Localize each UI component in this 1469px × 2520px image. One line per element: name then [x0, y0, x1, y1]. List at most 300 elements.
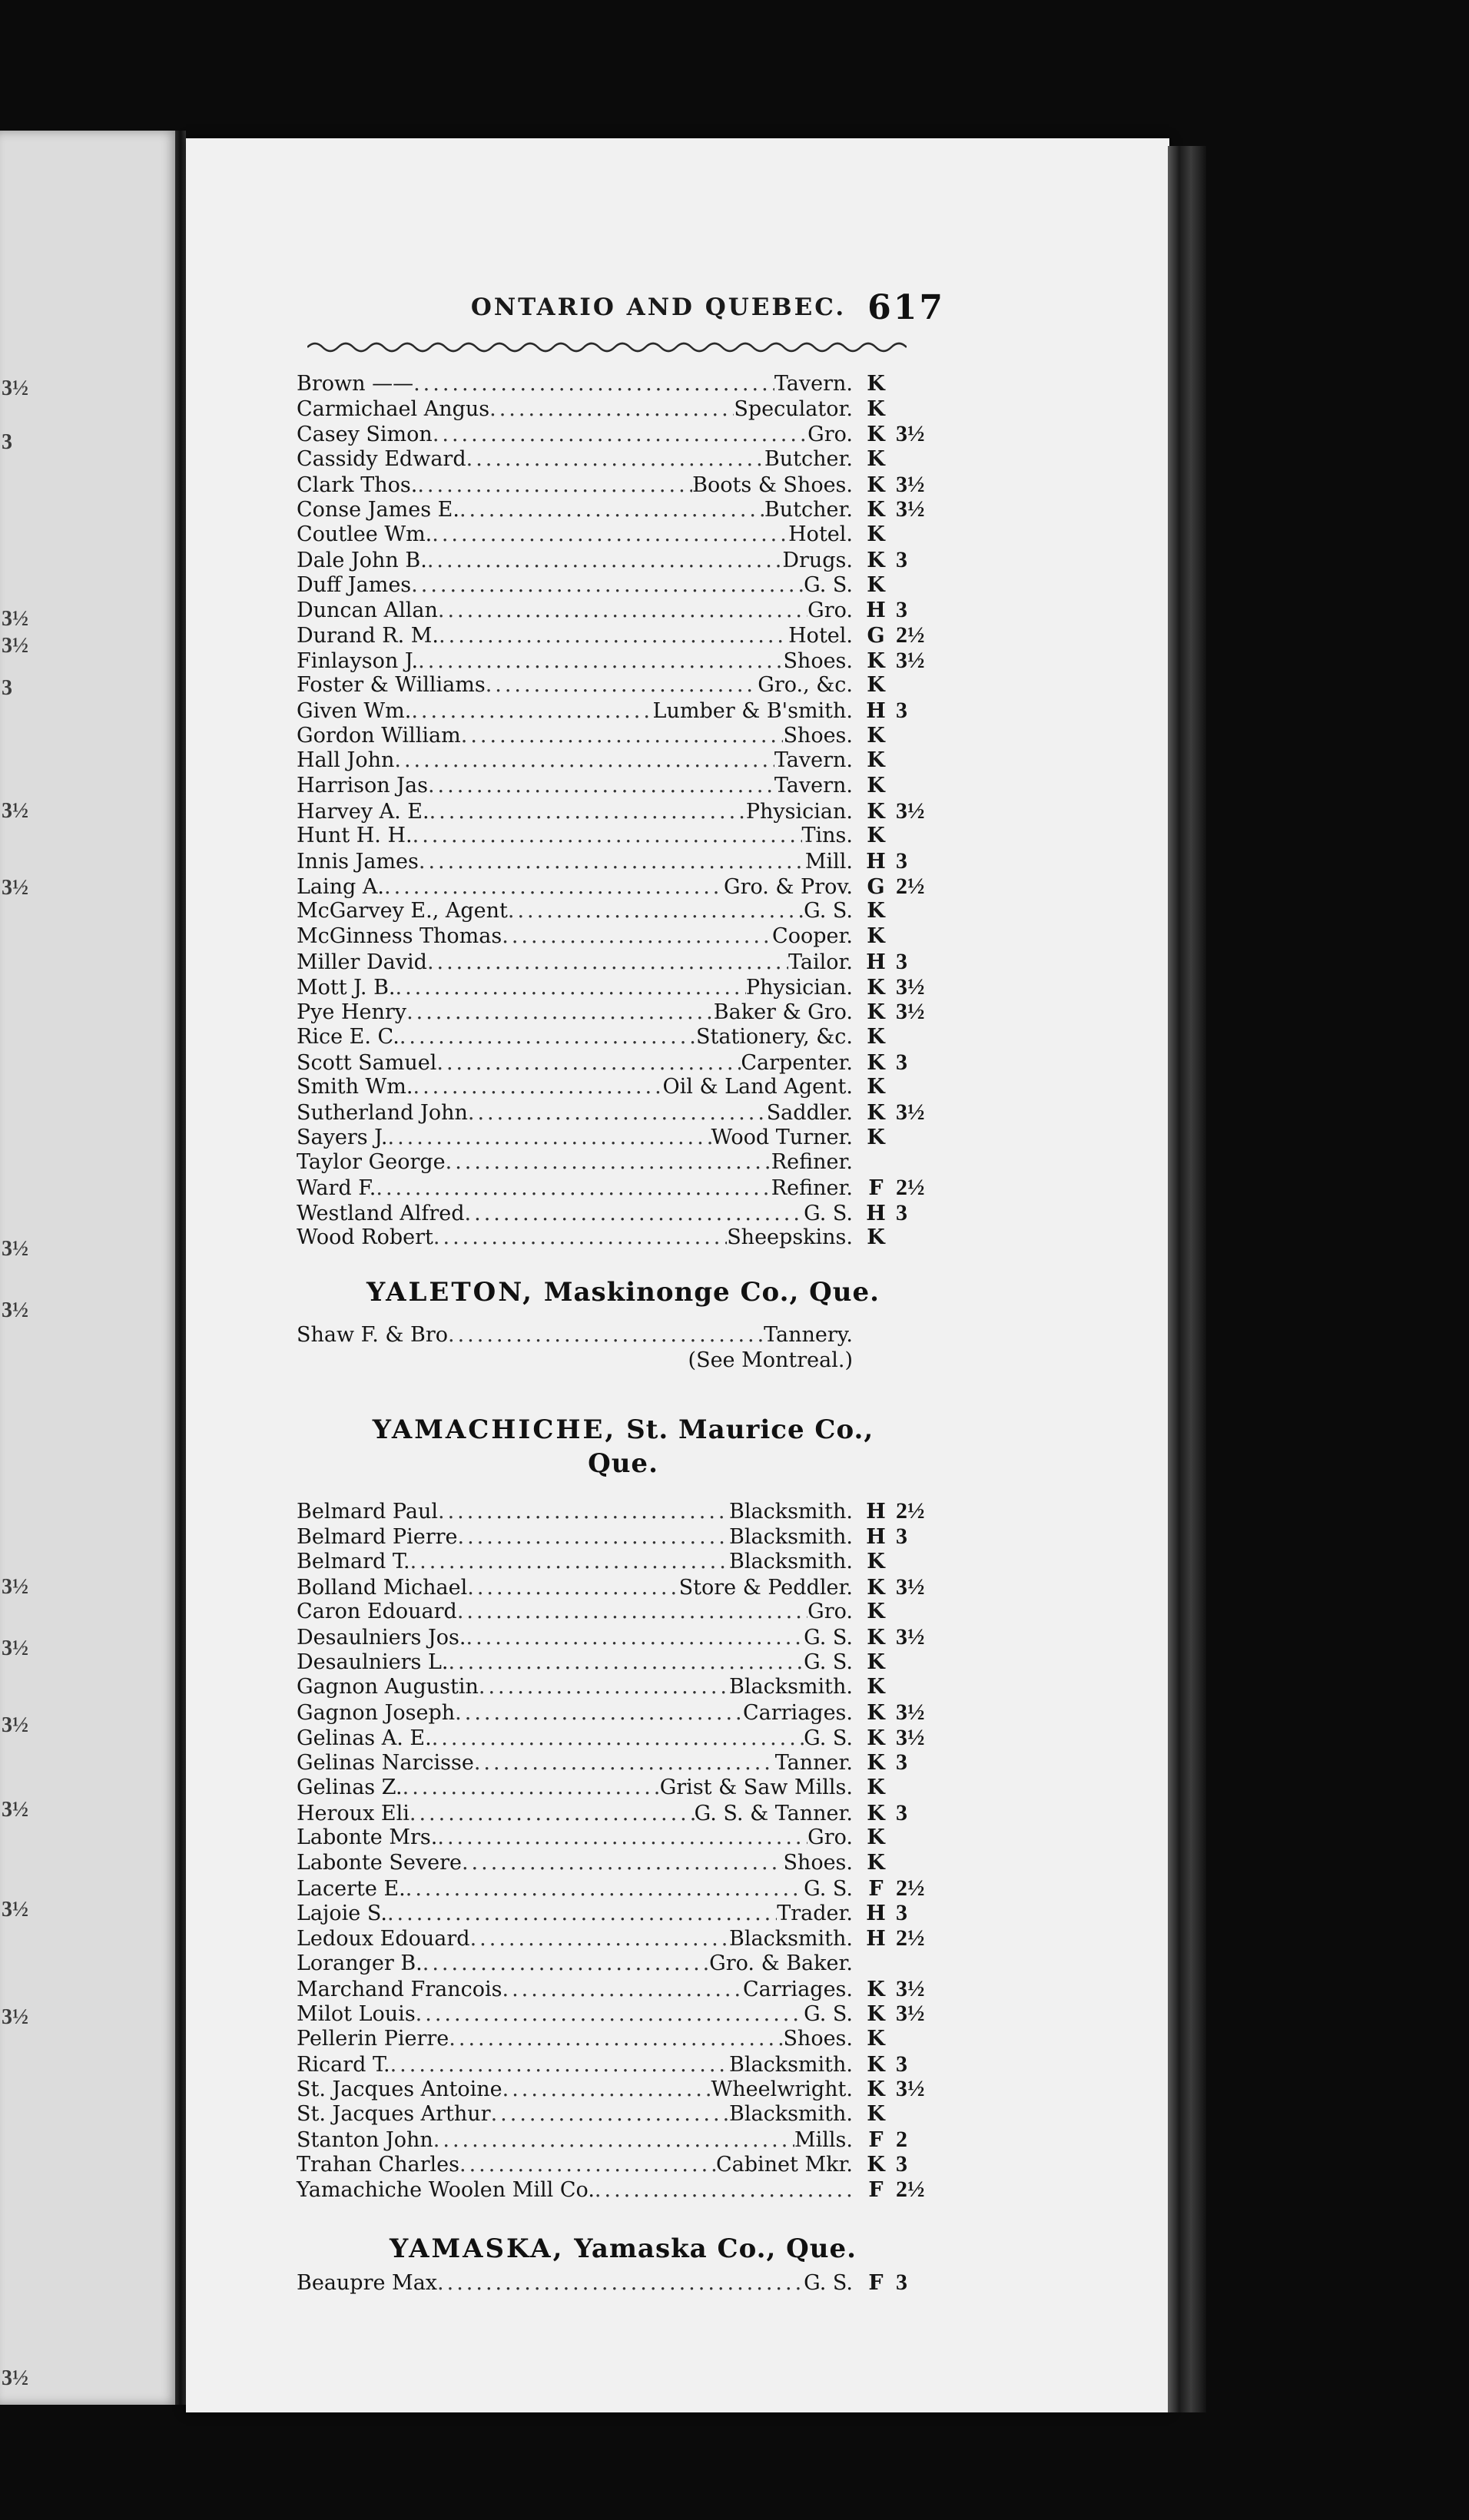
- directory-entry: [297, 824, 950, 849]
- entry-name: Gagnon Joseph: [297, 1700, 456, 1725]
- directory-entry: [297, 1776, 950, 1801]
- entry-name: Dale John B.: [297, 548, 427, 572]
- leader-dots: [432, 1726, 804, 1752]
- entry-credit: 3½: [896, 1623, 925, 1650]
- entry-name: Desaulniers Jos.: [297, 1625, 466, 1650]
- entry-occupation: Store & Peddler.: [678, 1575, 853, 1600]
- directory-entry: [297, 497, 950, 522]
- directory-entry: [297, 1977, 950, 2002]
- entry-rating: F: [868, 2270, 884, 2295]
- leader-dots: [474, 1751, 775, 1776]
- entry-credit: 3½: [896, 647, 925, 673]
- leader-dots: [461, 724, 784, 749]
- directory-entry: [297, 1050, 950, 1076]
- entry-occupation: Tavern.: [774, 748, 853, 773]
- entry-rating: K: [867, 423, 885, 447]
- directory-entry: [297, 1499, 950, 1524]
- leader-dots: [486, 673, 758, 698]
- entry-rating: K: [867, 2101, 885, 2126]
- running-head-title: ONTARIO AND QUEBEC.: [470, 293, 847, 321]
- entry-occupation: Stationery, &c.: [695, 1024, 853, 1049]
- entry-name: Laing A.: [297, 874, 384, 899]
- entry-credit: 2½: [896, 2177, 925, 2202]
- entry-occupation: G. S.: [804, 1625, 853, 1650]
- entry-name: Miller David: [297, 950, 427, 974]
- facing-page-mark: 3½: [2, 2366, 28, 2390]
- entry-name: Belmard Paul: [297, 1500, 439, 1524]
- entry-name: Given Wm.: [297, 698, 412, 723]
- directory-entry: [297, 950, 950, 975]
- directory-entry: [297, 1750, 950, 1776]
- leader-dots: [432, 522, 788, 548]
- entry-occupation: Baker & Gro.: [713, 1000, 853, 1025]
- entry-rating: H: [866, 1902, 886, 1926]
- leader-dots: [403, 1776, 660, 1801]
- entry-name: Marchand Francois: [297, 1977, 502, 2001]
- section-county: St. Maurice Co.,: [616, 1414, 874, 1446]
- entry-name: Durand R. M.: [297, 623, 439, 648]
- facing-page-mark: 3½: [2, 607, 28, 631]
- entry-rating: K: [867, 723, 885, 748]
- entry-occupation: Hotel.: [788, 623, 853, 648]
- book-gutter: [175, 131, 186, 2405]
- entry-credit: 3: [896, 2051, 907, 2077]
- entry-name: St. Jacques Antoine: [297, 2077, 502, 2102]
- entry-rating: K: [867, 1776, 885, 1799]
- leader-dots: [387, 1126, 711, 1151]
- facing-page-mark: 3½: [2, 1713, 28, 1737]
- entry-credit: 2½: [896, 622, 925, 648]
- entry-credit: 3: [896, 1749, 907, 1776]
- entry-name: McGarvey E., Agent: [297, 899, 508, 923]
- directory-entry: [297, 1175, 950, 1201]
- entry-rating: K: [867, 2052, 885, 2077]
- entry-name: Scott Samuel: [297, 1050, 437, 1075]
- directory-entry: [297, 1323, 950, 1348]
- leader-dots: [390, 2053, 729, 2078]
- entry-occupation: Gro.: [807, 598, 853, 623]
- entry-name: Ricard T.: [297, 2052, 390, 2077]
- entry-occupation: Shoes.: [783, 1851, 853, 1875]
- entry-credit: 3: [896, 1524, 907, 1550]
- entry-credit: 3½: [896, 471, 925, 497]
- entry-name: Labonte Severe: [297, 1851, 462, 1875]
- entry-occupation: Mills.: [794, 2127, 853, 2152]
- entry-name: Brown ——: [297, 372, 414, 396]
- leader-dots: [459, 2153, 716, 2178]
- entry-occupation: G. S.: [804, 1201, 853, 1225]
- directory-entry: [297, 1075, 950, 1100]
- entry-occupation: Blacksmith.: [729, 1675, 853, 1699]
- entry-name: Foster & Williams: [297, 673, 486, 698]
- entry-occupation: Shoes.: [783, 723, 853, 748]
- entry-rating: K: [867, 1825, 885, 1850]
- entry-occupation: Saddler.: [766, 1100, 853, 1125]
- entry-name: Belmard T.: [297, 1549, 410, 1573]
- entry-rating: K: [867, 1225, 885, 1250]
- entry-occupation: Carriages.: [742, 1977, 853, 2001]
- directory-entry: [297, 2052, 950, 2077]
- directory-entry: [297, 1901, 950, 1926]
- entry-credit: 3½: [896, 1573, 925, 1600]
- entry-occupation: Wood Turner.: [711, 1125, 853, 1149]
- entry-rating: H: [866, 1525, 886, 1550]
- directory-entry: [297, 849, 950, 874]
- entry-credit: 3: [896, 1199, 907, 1225]
- entry-occupation: G. S.: [804, 1876, 853, 1901]
- entry-name: Lajoie S.: [297, 1902, 387, 1926]
- leader-dots: [466, 447, 764, 472]
- entry-rating: G: [867, 874, 885, 899]
- entry-occupation: Tavern.: [774, 774, 853, 797]
- directory-entry: [297, 2001, 950, 2027]
- entry-name: Smith Wm.: [297, 1075, 413, 1099]
- leader-dots: [449, 2027, 783, 2052]
- entry-occupation: Mill.: [804, 850, 853, 874]
- entry-name: Finlayson J.: [297, 648, 419, 673]
- leader-dots: [466, 1626, 804, 1651]
- directory-entry: [297, 2102, 950, 2127]
- directory-entry: [297, 1025, 950, 1050]
- section-town-name: YALETON,: [366, 1277, 535, 1308]
- entry-rating: K: [867, 2153, 885, 2177]
- leader-dots: [502, 924, 772, 950]
- entry-name: Pye Henry: [297, 1000, 407, 1025]
- entry-rating: K: [867, 1700, 885, 1725]
- entry-occupation: G. S.: [804, 1650, 853, 1674]
- entry-name: Sayers J.: [297, 1125, 388, 1149]
- leader-dots: [465, 1202, 804, 1227]
- entry-name: Hall John: [297, 748, 395, 773]
- entry-rating: K: [867, 1600, 885, 1624]
- entry-rating: K: [867, 1575, 885, 1600]
- entry-rating: K: [867, 1675, 885, 1699]
- directory-entry: [297, 1625, 950, 1650]
- entry-name: Gelinas Z.: [297, 1776, 403, 1799]
- leader-dots: [491, 2102, 729, 2127]
- entry-rating: K: [867, 748, 885, 773]
- directory-entry: [297, 1825, 950, 1851]
- entry-name: Gelinas A. E.: [297, 1726, 432, 1750]
- directory-entry: [297, 2152, 950, 2177]
- entry-occupation: Carpenter.: [741, 1050, 853, 1075]
- leader-dots: [394, 748, 774, 774]
- entry-name: Mott J. B.: [297, 975, 396, 1000]
- entry-occupation: Gro. & Baker.: [709, 1951, 853, 1975]
- page-stack-edge: [1168, 146, 1206, 2412]
- entry-occupation: Shoes.: [783, 2026, 853, 2051]
- entry-rating: K: [867, 924, 885, 949]
- leader-dots: [416, 2002, 804, 2028]
- entry-credit: 3½: [896, 1699, 925, 1725]
- directory-entry: [297, 1851, 950, 1876]
- entry-name: Ward F.: [297, 1176, 376, 1200]
- entry-rating: K: [867, 648, 885, 673]
- directory-listing: [297, 372, 950, 2295]
- directory-entry: [297, 1225, 950, 1251]
- entry-rating: K: [867, 1625, 885, 1650]
- leader-dots: [502, 1978, 743, 2003]
- entry-occupation: Grist & Saw Mills.: [659, 1776, 853, 1799]
- entry-name: Beaupre Max: [297, 2270, 438, 2295]
- facing-page-mark: 3: [2, 676, 12, 700]
- entry-occupation: Butcher.: [764, 447, 853, 472]
- directory-entry: [297, 548, 950, 573]
- entry-credit: 2½: [896, 1498, 925, 1524]
- entry-name: Yamachiche Woolen Mill Co.: [297, 2178, 595, 2202]
- entry-rating: K: [867, 1851, 885, 1875]
- entry-rating: H: [866, 950, 886, 974]
- directory-entry: [297, 1876, 950, 1902]
- entry-rating: F: [868, 1176, 884, 1200]
- directory-entry: [297, 623, 950, 648]
- leader-dots: [595, 2178, 853, 2203]
- entry-name: Shaw F. & Bro: [297, 1323, 448, 1348]
- leader-dots: [423, 1951, 709, 1977]
- entry-credit: 3½: [896, 797, 925, 824]
- entry-rating: K: [867, 2077, 885, 2102]
- directory-entry: [297, 422, 950, 447]
- entry-rating: K: [867, 548, 885, 572]
- directory-entry: [297, 447, 950, 472]
- entry-rating: K: [867, 1549, 885, 1573]
- entry-occupation: Blacksmith.: [729, 1549, 853, 1573]
- entry-name: Westland Alfred: [297, 1201, 465, 1225]
- facing-page-mark: 3½: [2, 376, 28, 400]
- entry-name: Pellerin Pierre: [297, 2026, 449, 2051]
- entry-credit: 3: [896, 546, 907, 572]
- leader-dots: [413, 824, 802, 849]
- entry-rating: K: [867, 396, 885, 421]
- leader-dots: [462, 1851, 783, 1876]
- entry-rating: K: [867, 1650, 885, 1674]
- entry-rating: K: [867, 1726, 885, 1750]
- entry-occupation: Hotel.: [788, 522, 853, 547]
- directory-entry: [297, 2077, 950, 2102]
- section-heading: [297, 2233, 950, 2264]
- entry-occupation: Gro. & Prov.: [724, 874, 853, 899]
- entry-occupation: Drugs.: [782, 548, 853, 572]
- entry-credit: 2: [896, 2126, 907, 2152]
- entry-rating: H: [866, 1500, 886, 1524]
- entry-occupation: Tavern.: [774, 372, 853, 396]
- entry-occupation: Cooper.: [772, 924, 853, 949]
- leader-dots: [410, 1802, 695, 1827]
- leader-dots: [446, 1150, 771, 1175]
- entry-name: Cassidy Edward: [297, 447, 466, 472]
- entry-occupation: Refiner.: [771, 1176, 853, 1200]
- entry-occupation: Lumber & B'smith.: [652, 698, 853, 723]
- leader-dots: [433, 423, 807, 448]
- directory-entry: [297, 1801, 950, 1826]
- entry-credit: 3½: [896, 1099, 925, 1125]
- directory-entry: [297, 874, 950, 900]
- entry-occupation: G. S.: [804, 2002, 853, 2027]
- entry-credit: 2½: [896, 1875, 925, 1901]
- entry-occupation: Refiner.: [771, 1150, 853, 1175]
- entry-occupation: Trader.: [777, 1902, 853, 1926]
- entry-occupation: Blacksmith.: [729, 2052, 853, 2077]
- leader-dots: [457, 1600, 807, 1625]
- entry-rating: H: [866, 698, 886, 723]
- leader-dots: [479, 1675, 729, 1700]
- entry-occupation: Boots & Shoes.: [692, 472, 853, 497]
- entry-name: Wood Robert: [297, 1225, 433, 1250]
- entry-name: Belmard Pierre: [297, 1525, 458, 1550]
- leader-dots: [438, 1500, 729, 1525]
- entry-rating: K: [867, 1075, 885, 1099]
- leader-dots: [384, 875, 724, 900]
- leader-dots: [413, 1075, 663, 1100]
- leader-dots: [396, 976, 746, 1001]
- entry-name: Conse James E.: [297, 498, 459, 522]
- directory-entry: [297, 748, 950, 774]
- directory-entry: [297, 2127, 950, 2153]
- entry-rating: F: [868, 2178, 884, 2202]
- entry-rating: K: [867, 799, 885, 824]
- directory-entry: [297, 598, 950, 623]
- facing-page-mark: 3½: [2, 799, 28, 823]
- directory-entry: [297, 924, 950, 950]
- entry-occupation: Gro., &c.: [758, 673, 853, 698]
- leader-dots: [436, 1051, 741, 1076]
- entry-credit: 2½: [896, 873, 925, 899]
- entry-name: Hunt H. H.: [297, 824, 413, 848]
- entry-rating: K: [867, 824, 885, 848]
- directory-entry: [297, 1100, 950, 1126]
- facing-page-mark: 3½: [2, 634, 28, 658]
- entry-credit: 3½: [896, 496, 925, 522]
- directory-entry: [297, 899, 950, 924]
- directory-entry: [297, 1575, 950, 1600]
- facing-page-mark: 3½: [2, 1298, 28, 1322]
- entry-rating: K: [867, 1000, 885, 1025]
- leader-dots: [433, 1225, 727, 1251]
- directory-entry: [297, 1675, 950, 1700]
- directory-entry: [297, 472, 950, 498]
- page-number: 617: [867, 287, 945, 327]
- entry-credit: 3: [896, 1799, 907, 1825]
- directory-entry: [297, 1126, 950, 1151]
- leader-dots: [429, 800, 746, 825]
- entry-name: Gordon William: [297, 723, 461, 748]
- entry-credit: 3: [896, 848, 907, 874]
- directory-entry: [297, 397, 950, 423]
- entry-name: Rice E. C.: [297, 1024, 400, 1049]
- entry-credit: 3: [896, 1049, 907, 1075]
- directory-entry: [297, 673, 950, 698]
- entry-name: Milot Louis: [297, 2002, 416, 2027]
- directory-entry: [297, 799, 950, 824]
- leader-dots: [411, 573, 804, 598]
- wavy-rule: [307, 338, 907, 356]
- leader-dots: [406, 1877, 804, 1902]
- entry-occupation: Tannery.: [764, 1323, 853, 1348]
- entry-occupation: Tins.: [801, 824, 853, 848]
- entry-credit: 3½: [896, 2001, 925, 2027]
- leader-dots: [439, 624, 788, 649]
- directory-entry: [297, 1700, 950, 1726]
- directory-entry: [297, 1600, 950, 1625]
- leader-dots: [387, 1902, 777, 1927]
- leader-dots: [437, 2271, 804, 2296]
- entry-name: Harrison Jas: [297, 774, 428, 797]
- leader-dots: [438, 598, 807, 624]
- leader-dots: [489, 397, 734, 423]
- entry-occupation: G. S.: [804, 572, 853, 597]
- directory-entry: [297, 1726, 950, 1751]
- entry-occupation: Physician.: [745, 799, 853, 824]
- entry-name: Taylor George: [297, 1150, 446, 1175]
- entry-rating: H: [866, 1201, 886, 1225]
- entry-name: Duff James: [297, 572, 412, 597]
- entry-name: Loranger B.: [297, 1951, 423, 1975]
- entry-occupation: G. S. & Tanner.: [694, 1801, 853, 1825]
- leader-dots: [433, 2128, 794, 2154]
- entry-rating: K: [867, 2002, 885, 2027]
- entry-occupation: Gro.: [807, 423, 853, 447]
- section-heading: [297, 1413, 950, 1480]
- directory-entry: [297, 2027, 950, 2052]
- entry-rating: K: [867, 447, 885, 472]
- entry-occupation: Butcher.: [764, 498, 853, 522]
- entry-occupation: Blacksmith.: [729, 1927, 853, 1951]
- entry-rating: H: [866, 850, 886, 874]
- entry-name: Heroux Eli: [297, 1801, 410, 1825]
- leader-dots: [459, 498, 764, 523]
- directory-entry: [297, 573, 950, 598]
- entry-occupation: Tailor.: [788, 950, 853, 974]
- entry-name: Casey Simon: [297, 423, 433, 447]
- entry-name: Gelinas Narcisse: [297, 1751, 474, 1776]
- directory-entry: [297, 522, 950, 548]
- entry-credit: 3½: [896, 421, 925, 447]
- entry-name: Harvey A. E.: [297, 799, 429, 824]
- entry-credit: 3½: [896, 999, 925, 1025]
- leader-dots: [455, 1701, 743, 1726]
- entry-name: Bolland Michael: [297, 1575, 468, 1600]
- entry-rating: K: [867, 572, 885, 597]
- directory-entry: [297, 1550, 950, 1575]
- entry-rating: K: [867, 372, 885, 396]
- entry-occupation: Physician.: [745, 975, 853, 1000]
- entry-occupation: Blacksmith.: [729, 2101, 853, 2126]
- entry-occupation: Gro.: [807, 1600, 853, 1624]
- entry-credit: 3: [896, 597, 907, 623]
- entry-occupation: Blacksmith.: [729, 1525, 853, 1550]
- entry-name: Sutherland John: [297, 1100, 468, 1125]
- facing-page-mark: 3½: [2, 1898, 28, 1922]
- directory-entry: [297, 1150, 950, 1175]
- leader-dots: [448, 1323, 764, 1348]
- entry-occupation: G. S.: [804, 2270, 853, 2295]
- entry-occupation: G. S.: [804, 1726, 853, 1750]
- entry-name: Innis James: [297, 850, 419, 874]
- leader-dots: [413, 372, 774, 397]
- leader-dots: [418, 649, 783, 675]
- facing-page-mark: 3½: [2, 1237, 28, 1261]
- leader-dots: [427, 549, 783, 574]
- facing-page-mark: 3½: [2, 876, 28, 900]
- entry-rating: K: [867, 1801, 885, 1825]
- entry-occupation: Gro.: [807, 1825, 853, 1850]
- entry-occupation: Tanner.: [774, 1751, 853, 1776]
- entry-name: Desaulniers L.: [297, 1650, 449, 1674]
- entry-credit: 2½: [896, 1175, 925, 1200]
- entry-name: St. Jacques Arthur: [297, 2101, 491, 2126]
- facing-page-left: [0, 131, 178, 2405]
- section-heading: [297, 1277, 950, 1308]
